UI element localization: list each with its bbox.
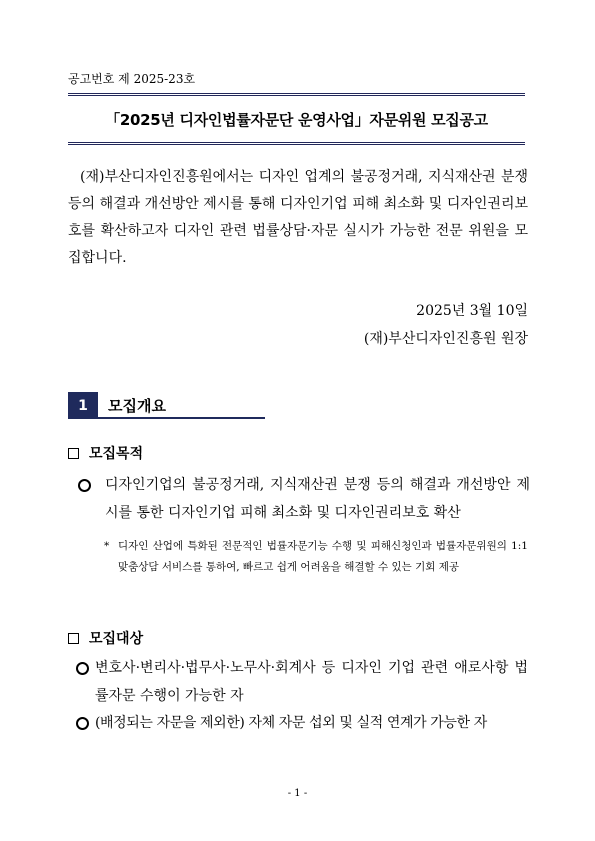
section-underline: [98, 417, 265, 419]
section-number: 1: [68, 392, 98, 419]
intro-paragraph-block: [68, 164, 528, 272]
circle-bullet-icon: [78, 479, 91, 492]
note-mark: *: [104, 540, 110, 552]
signer: (재)부산디자인진흥원 원장: [363, 331, 528, 347]
subheading-purpose-label: 모집목적: [89, 446, 144, 462]
target-bullet-1-text: 변호사·변리사·법무사·노무사·회계사 등 디자인 기업 관련 애로사항 법률자문 수행이 가능한 자: [95, 660, 528, 704]
target-bullet-2-text: (배정되는 자문을 제외한) 자체 자문 섭외 및 실적 연계가 가능한 자: [95, 715, 487, 731]
purpose-note: [104, 536, 528, 578]
purpose-bullet-text: 디자인기업의 불공정거래, 지식재산권 분쟁 등의 해결과 개선방안 제시를 통한 디자인기업 피해 최소화 및 디자인권리보호 확산: [105, 477, 530, 521]
subheading-target: [68, 628, 143, 648]
target-bullet-2: [76, 709, 536, 737]
title-banner: [68, 93, 525, 145]
purpose-note-text: 디자인 산업에 특화된 전문적인 법률자문기능 수행 및 피해신청인과 법률자문위원의 1:1 맞춤상담 서비스를 통하여, 빠르고 쉽게 어려움을 해결할 수 있는 기회 제공: [118, 540, 528, 573]
announcement-date: 2025년 3월 10일: [416, 303, 528, 319]
square-bullet-icon: [68, 633, 79, 644]
page-number: - 1 -: [287, 788, 308, 799]
square-bullet-icon: [68, 448, 79, 459]
notice-number: 공고번호 제 2025-23호: [68, 72, 196, 86]
purpose-bullet: [78, 471, 530, 527]
intro-paragraph: (재)부산디자인진흥원에서는 디자인 업계의 불공정거래, 지식재산권 분쟁 등의 해결과 개선방안 제시를 통해 디자인기업 피해 최소화 및 디자인권리보호를 확산하고자 디자인 관련 법률상담·자문 실시가 가능한 전문 위원을 모집합니다.: [68, 169, 528, 266]
target-bullet-1: [76, 654, 528, 710]
subheading-purpose: [68, 443, 143, 463]
subheading-target-label: 모집대상: [89, 631, 144, 647]
circle-bullet-icon: [76, 717, 89, 730]
circle-bullet-icon: [76, 662, 89, 675]
page-title: 「2025년 디자인법률자문단 운영사업」자문위원 모집공고: [105, 110, 488, 129]
section-title: 모집개요: [108, 397, 166, 415]
section-heading: [68, 392, 265, 419]
